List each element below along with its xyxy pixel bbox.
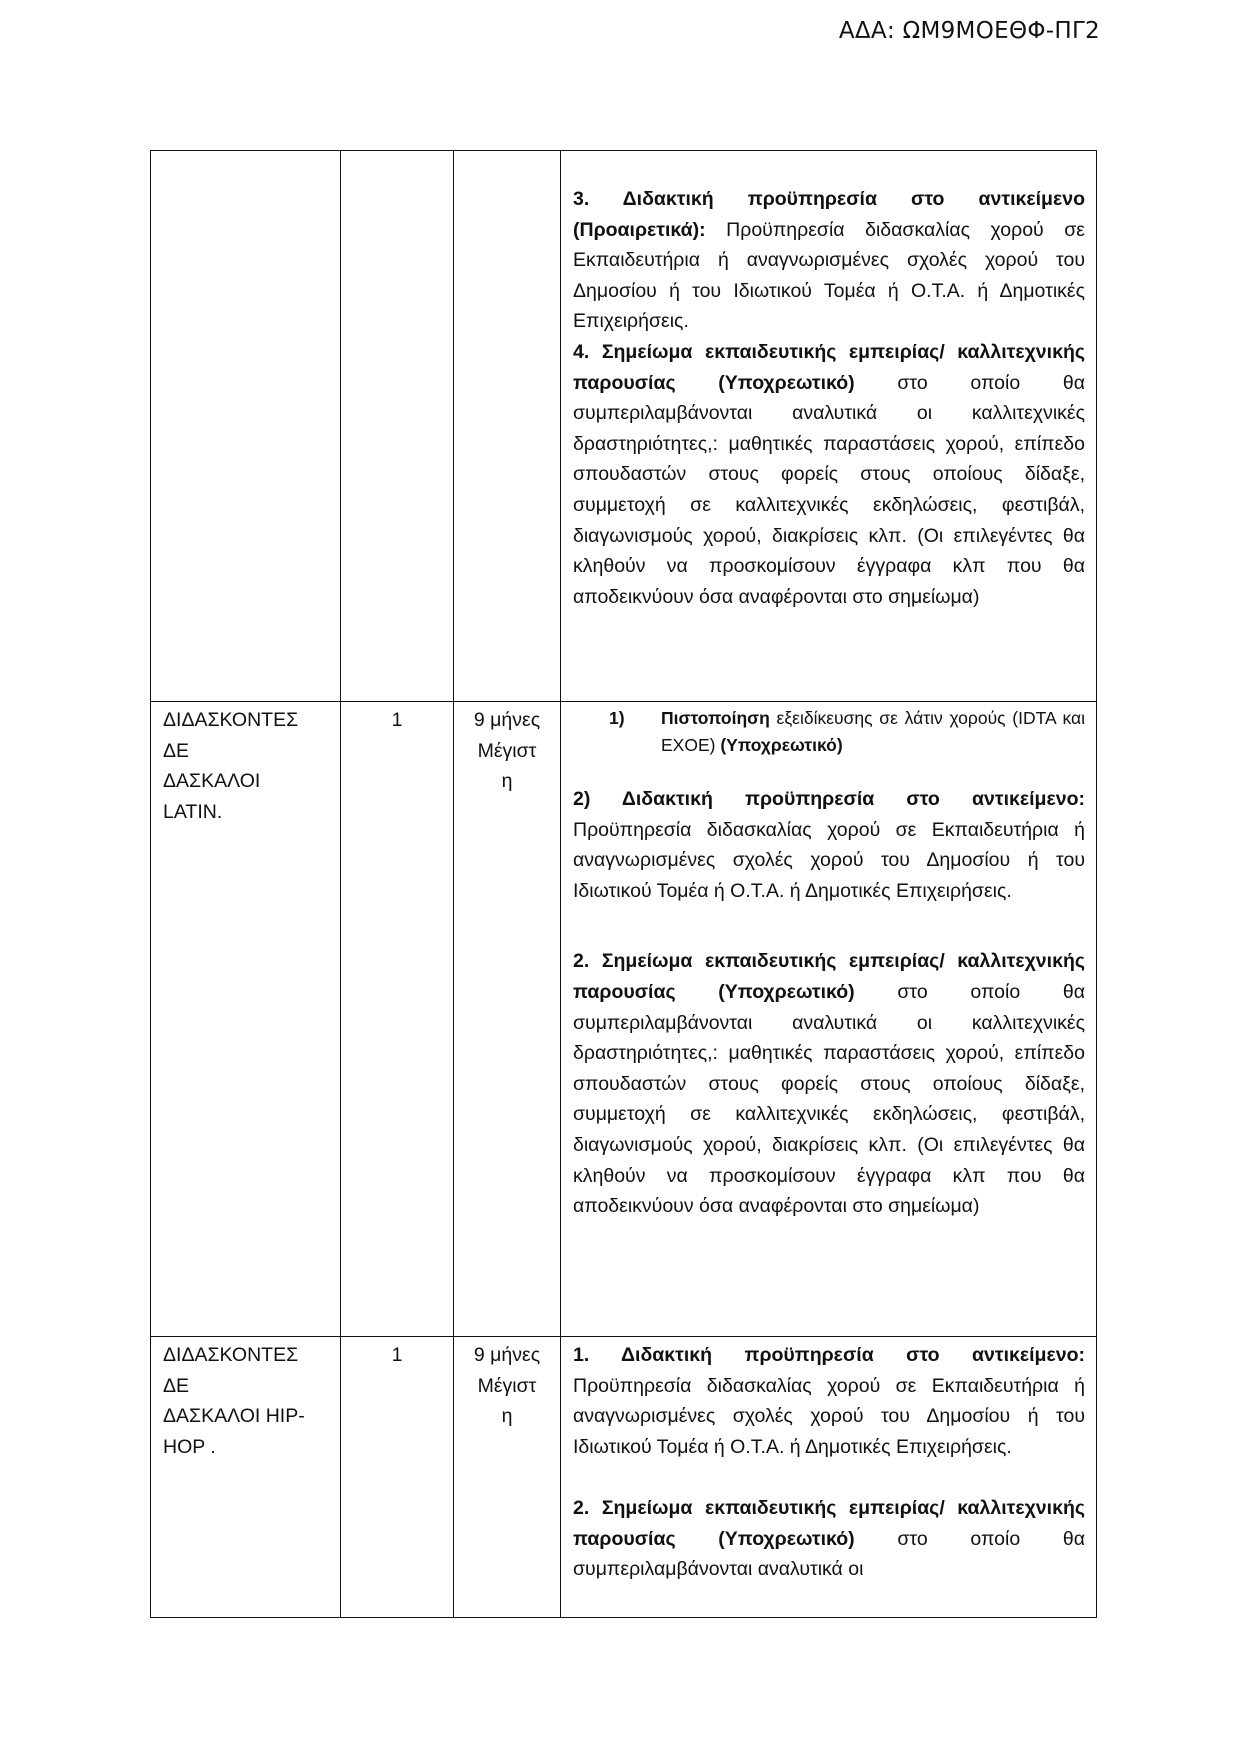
requirement-item [573,946,1085,1221]
requirements-cell [561,702,1097,1337]
requirement-heading: Πιστοποίηση [661,708,770,728]
duration-line: Μέγιστ [477,1374,537,1397]
duration-line: η [501,770,513,793]
specialty-line: ΔΕ [163,739,190,762]
count-cell [341,151,454,702]
requirement-item [573,337,1085,612]
specialty-line: ΔΑΣΚΑΛΟΙ [163,770,261,793]
requirement-heading: 2) Διδακτική προϋπηρεσία στο αντικείμενο: [573,788,1085,810]
requirement-text: στο οποίο θα συμπεριλαμβάνονται αναλυτικά οι [573,1527,1086,1581]
positions-table [150,150,1097,1618]
duration-line: 9 μήνες [473,709,541,731]
specialty-line: ΔΕ [163,1374,190,1397]
requirement-item [573,1340,1085,1462]
requirement-number: 1) [609,708,625,728]
requirement-item [573,184,1085,337]
specialty-line: ΔΙΔΑΣΚΟΝΤΕΣ [163,1344,299,1366]
specialty-cell [151,151,341,702]
duration-line: η [501,1405,513,1428]
document-ada-code: ΑΔΑ: ΩΜ9ΜΟΕΘΦ-ΠΓ2 [838,18,1100,44]
specialty-line: HOP . [163,1435,216,1458]
requirement-text: Προϋπηρεσία διδασκαλίας χορού σε Εκπαιδευτήρια ή αναγνωρισμένες σχολές χορού του Δημοσίου ή του Ιδιωτικού Τομέα ή Ο.Τ.Α. ή Δημοτικές Επιχειρήσεις. [573,818,1085,902]
requirement-text: στο οποίο θα συμπεριλαμβάνονται αναλυτικά οι καλλιτεχνικές δραστηριότητες,: μαθητικές παραστάσεις χορού, επίπεδο σπουδαστών στους φορείς στους οποίους δίδαξε, συμμετοχή σε καλλιτεχνικές εκδηλώσεις, φεστιβάλ, διαγωνισμούς χορού, διακρίσεις κλπ. (Οι επιλεγέντες θα κληθούν να προσκομίσουν έγγραφα κλπ που θα αποδεικνύουν όσα αναφέρονται στο σημείωμα) [573,371,1086,608]
requirement-heading: 1. Διδακτική προϋπηρεσία στο αντικείμενο: [573,1344,1085,1366]
specialty-line: ΔΑΣΚΑΛΟΙ HIP- [163,1405,305,1428]
requirements-cell [561,151,1097,702]
specialty-line: ΔΙΔΑΣΚΟΝΤΕΣ [163,709,299,731]
duration-line: 9 μήνες [473,1344,541,1366]
requirement-item [573,705,1085,759]
requirement-text: Προϋπηρεσία διδασκαλίας χορού σε Εκπαιδευτήρια ή αναγνωρισμένες σχολές χορού του Δημοσίου ή του Ιδιωτικού Τομέα ή Ο.Τ.Α. ή Δημοτικές Επιχειρήσεις. [573,218,1085,333]
requirement-item [573,784,1085,906]
requirement-heading: 2. Σημείωμα εκπαιδευτικής εμπειρίας/ καλλιτεχνικής παρουσίας (Υποχρεωτικό) [573,950,1085,1003]
requirement-heading: 2. Σημείωμα εκπαιδευτικής εμπειρίας/ καλλιτεχνικής παρουσίας (Υποχρεωτικό) [573,1496,1085,1550]
requirement-body: εξειδίκευσης σε λάτιν χορούς (IDTA και EXOE) [661,708,1085,755]
requirement-text [651,705,1085,759]
requirement-text: στο οποίο θα συμπεριλαμβάνονται αναλυτικά οι καλλιτεχνικές δραστηριότητες,: μαθητικές παραστάσεις χορού, επίπεδο σπουδαστών στους φορείς στους οποίους δίδαξε, συμμετοχή σε καλλιτεχνικές εκδηλώσεις, φεστιβάλ, διαγωνισμούς χορού, διακρίσεις κλπ. (Οι επιλεγέντες θα κληθούν να προσκομίσουν έγγραφα κλπ που θα αποδεικνύουν όσα αναφέρονται στο σημείωμα) [573,980,1086,1218]
duration-cell [454,702,561,1337]
requirement-item [573,1493,1085,1585]
count-cell: 1 [341,1337,454,1618]
duration-cell [454,151,561,702]
requirement-heading: 3. Διδακτική προϋπηρεσία στο αντικείμενο (Προαιρετικά): [573,188,1085,241]
count-cell: 1 [341,702,454,1337]
specialty-line: LATIN. [163,800,223,823]
specialty-cell [151,1337,341,1618]
duration-cell [454,1337,561,1618]
requirement-mandatory-label: (Υποχρεωτικό) [720,735,843,755]
table-row [151,151,1097,702]
requirement-heading: 4. Σημείωμα εκπαιδευτικής εμπειρίας/ καλλιτεχνικής παρουσίας (Υποχρεωτικό) [573,340,1085,394]
table-row [151,702,1097,1337]
duration-line: Μέγιστ [477,739,537,762]
table-row [151,1337,1097,1618]
specialty-cell [151,702,341,1337]
requirements-cell [561,1337,1097,1618]
requirement-text: Προϋπηρεσία διδασκαλίας χορού σε Εκπαιδευτήρια ή αναγνωρισμένες σχολές χορού του Δημοσίου ή του Ιδιωτικού Τομέα ή Ο.Τ.Α. ή Δημοτικές Επιχειρήσεις. [573,1374,1085,1458]
